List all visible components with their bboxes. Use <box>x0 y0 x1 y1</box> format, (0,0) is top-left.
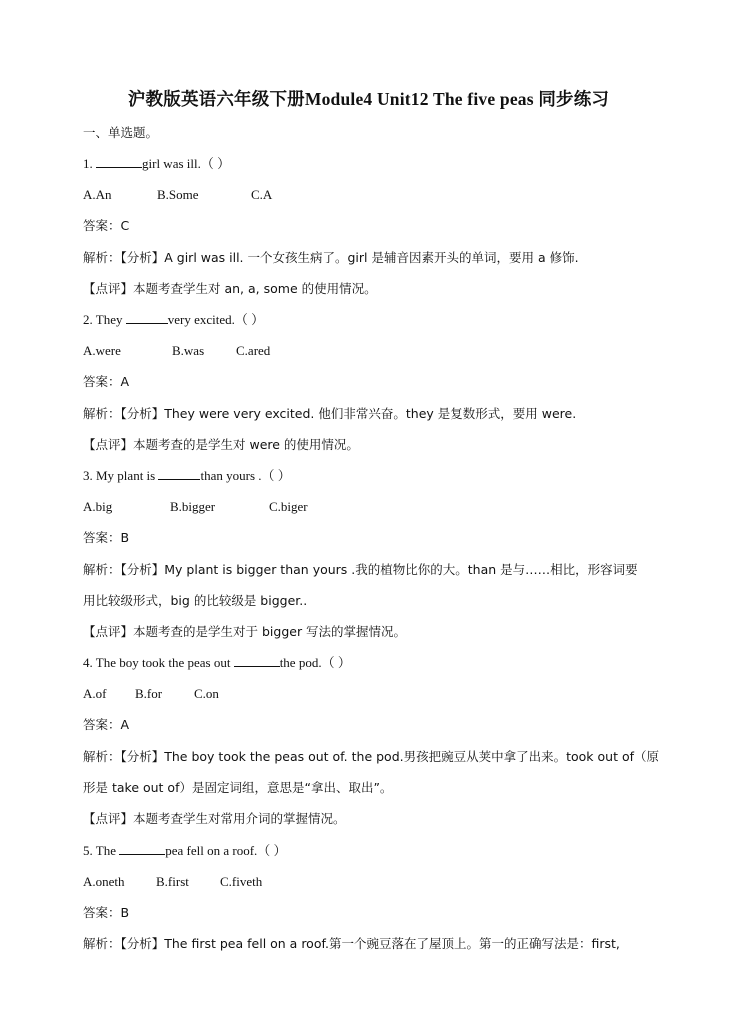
option-b: B.was <box>172 343 205 358</box>
question-3-stem: 3. My plant is than yours .（ ） <box>83 468 291 483</box>
option-b: B.Some <box>157 187 199 202</box>
question-1-answer: 答案：C <box>83 218 130 233</box>
question-4-options <box>83 685 219 703</box>
question-2-stem: 2. They very excited.（ ） <box>83 312 265 327</box>
option-c: C.ared <box>236 343 271 358</box>
section-heading: 一、单选题。 <box>83 125 159 140</box>
question-3-analysis-cont: 用比较级形式，big 的比较级是 bigger.. <box>83 593 308 608</box>
question-3-comment: 【点评】本题考查的是学生对于 bigger 写法的掌握情况。 <box>83 624 407 639</box>
option-c: C.fiveth <box>220 874 263 889</box>
option-a: A.big <box>83 499 113 514</box>
answer-blank <box>158 468 200 480</box>
answer-blank <box>96 156 142 168</box>
question-5-stem: 5. The pea fell on a roof.（ ） <box>83 843 287 858</box>
question-3-analysis: 解析：【分析】My plant is bigger than yours .我的植物比你的大。than 是与……相比，形容词要 <box>83 562 638 577</box>
document-title: 沪教版英语六年级下册Module4 Unit12 The five peas 同步练习 <box>127 89 610 109</box>
option-a: A.An <box>83 187 112 202</box>
question-2-comment: 【点评】本题考查的是学生对 were 的使用情况。 <box>83 437 359 452</box>
question-5-answer: 答案：B <box>83 905 130 920</box>
question-3-answer: 答案：B <box>83 530 130 545</box>
option-c: C.biger <box>269 499 308 514</box>
question-3-options <box>83 498 308 516</box>
answer-blank <box>126 312 168 324</box>
option-c: C.on <box>194 686 219 701</box>
option-c: C.A <box>251 187 273 202</box>
option-b: B.for <box>135 686 163 701</box>
question-4-analysis-cont: 形是 take out of）是固定词组，意思是“拿出、取出”。 <box>83 780 393 795</box>
question-5-options <box>83 873 262 891</box>
option-b: B.first <box>156 874 189 889</box>
question-2-answer: 答案：A <box>83 374 130 389</box>
answer-blank <box>119 843 165 855</box>
question-4-comment: 【点评】本题考查学生对常用介词的掌握情况。 <box>83 811 346 826</box>
question-2-options <box>83 342 270 360</box>
option-a: A.of <box>83 686 107 701</box>
option-a: A.oneth <box>83 874 125 889</box>
question-4-stem: 4. The boy took the peas out the pod.（ ） <box>83 655 351 670</box>
option-a: A.were <box>83 343 121 358</box>
option-b: B.bigger <box>170 499 216 514</box>
question-4-analysis: 解析：【分析】The boy took the peas out of. the pod.男孩把豌豆从荚中拿了出来。took out of（原 <box>83 749 660 764</box>
question-5-analysis: 解析：【分析】The first pea fell on a roof.第一个豌豆落在了屋顶上。第一的正确写法是：first, <box>83 936 620 951</box>
question-2-analysis: 解析：【分析】They were very excited. 他们非常兴奋。they 是复数形式，要用 were. <box>83 406 577 421</box>
question-4-answer: 答案：A <box>83 717 130 732</box>
question-1-options <box>83 186 272 204</box>
question-1-stem: 1. girl was ill.（ ） <box>83 156 231 171</box>
answer-blank <box>234 655 280 667</box>
question-1-analysis: 解析：【分析】A girl was ill. 一个女孩生病了。girl 是辅音因素开头的单词，要用 a 修饰. <box>83 250 579 265</box>
question-1-comment: 【点评】本题考查学生对 an, a, some 的使用情况。 <box>83 281 377 296</box>
